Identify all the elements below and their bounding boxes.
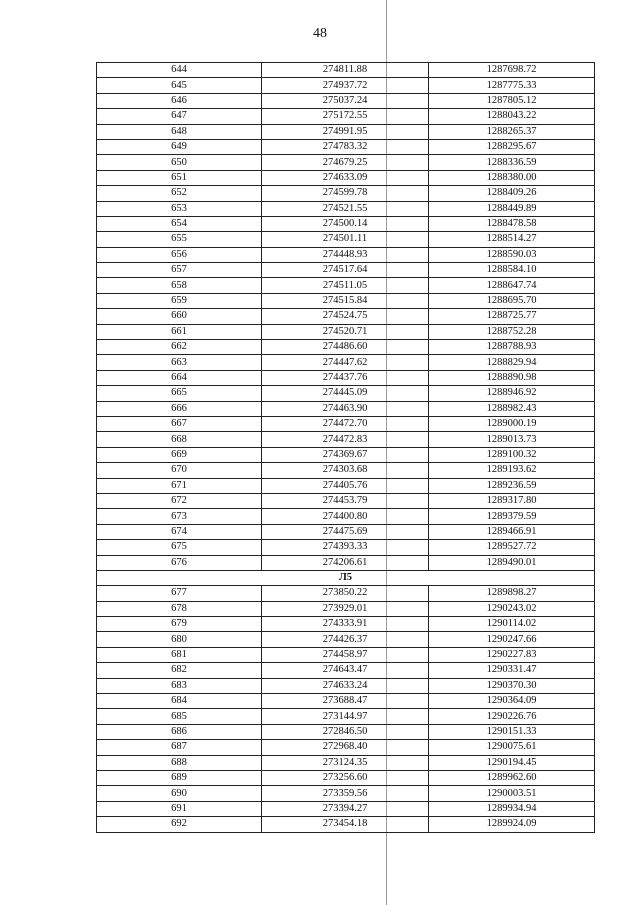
x-coordinate-cell: 275037.24 — [262, 93, 429, 108]
table-row — [97, 309, 595, 324]
y-coordinate-cell: 1288982.43 — [429, 401, 595, 416]
table-row — [97, 216, 595, 231]
y-coordinate-cell: 1288788.93 — [429, 340, 595, 355]
y-coordinate-cell: 1289379.59 — [429, 509, 595, 524]
table-row — [97, 493, 595, 508]
x-coordinate-cell: 274524.75 — [262, 309, 429, 324]
table-row — [97, 770, 595, 785]
x-coordinate-cell: 273144.97 — [262, 709, 429, 724]
y-coordinate-cell: 1289934.94 — [429, 801, 595, 816]
x-coordinate-cell: 273359.56 — [262, 786, 429, 801]
y-coordinate-cell: 1290003.51 — [429, 786, 595, 801]
x-coordinate-cell: 274463.90 — [262, 401, 429, 416]
y-coordinate-cell: 1288449.89 — [429, 201, 595, 216]
table-row — [97, 170, 595, 185]
x-coordinate-cell: 274486.60 — [262, 340, 429, 355]
y-coordinate-cell: 1290114.02 — [429, 617, 595, 632]
table-row — [97, 63, 595, 78]
point-number-cell: 692 — [97, 817, 262, 832]
table-row — [97, 786, 595, 801]
x-coordinate-cell: 274633.09 — [262, 170, 429, 185]
point-number-cell: 690 — [97, 786, 262, 801]
y-coordinate-cell: 1288295.67 — [429, 139, 595, 154]
point-number-cell: 646 — [97, 93, 262, 108]
y-coordinate-cell: 1290226.76 — [429, 709, 595, 724]
x-coordinate-cell: 274472.83 — [262, 432, 429, 447]
x-coordinate-cell: 274679.25 — [262, 155, 429, 170]
y-coordinate-cell: 1289000.19 — [429, 416, 595, 431]
y-coordinate-cell: 1287698.72 — [429, 63, 595, 78]
coordinates-table-body — [97, 63, 595, 833]
y-coordinate-cell: 1289924.09 — [429, 817, 595, 832]
table-row — [97, 755, 595, 770]
table-row — [97, 401, 595, 416]
x-coordinate-cell: 273394.27 — [262, 801, 429, 816]
x-coordinate-cell: 274937.72 — [262, 78, 429, 93]
x-coordinate-cell: 273929.01 — [262, 601, 429, 616]
point-number-cell: 688 — [97, 755, 262, 770]
x-coordinate-cell: 275172.55 — [262, 109, 429, 124]
point-number-cell: 675 — [97, 540, 262, 555]
y-coordinate-cell: 1290194.45 — [429, 755, 595, 770]
point-number-cell: 644 — [97, 63, 262, 78]
table-row — [97, 540, 595, 555]
y-coordinate-cell: 1288584.10 — [429, 263, 595, 278]
table-row — [97, 263, 595, 278]
x-coordinate-cell: 272846.50 — [262, 724, 429, 739]
point-number-cell: 683 — [97, 678, 262, 693]
x-coordinate-cell: 273454.18 — [262, 817, 429, 832]
x-coordinate-cell: 274633.24 — [262, 678, 429, 693]
point-number-cell: 671 — [97, 478, 262, 493]
point-number-cell: 653 — [97, 201, 262, 216]
table-row — [97, 278, 595, 293]
table-row — [97, 124, 595, 139]
point-number-cell: 661 — [97, 324, 262, 339]
coordinates-table — [96, 62, 595, 833]
y-coordinate-cell: 1289962.60 — [429, 770, 595, 785]
x-coordinate-cell: 274472.70 — [262, 416, 429, 431]
x-coordinate-cell: 274520.71 — [262, 324, 429, 339]
point-number-cell: 664 — [97, 370, 262, 385]
table-row — [97, 93, 595, 108]
point-number-cell: 674 — [97, 524, 262, 539]
y-coordinate-cell: 1288725.77 — [429, 309, 595, 324]
y-coordinate-cell: 1289527.72 — [429, 540, 595, 555]
x-coordinate-cell: 274458.97 — [262, 647, 429, 662]
x-coordinate-cell: 274303.68 — [262, 463, 429, 478]
point-number-cell: 654 — [97, 216, 262, 231]
table-row — [97, 155, 595, 170]
x-coordinate-cell: 274369.67 — [262, 447, 429, 462]
table-row — [97, 555, 595, 570]
y-coordinate-cell: 1290243.02 — [429, 601, 595, 616]
table-row — [97, 647, 595, 662]
x-coordinate-cell: 274783.32 — [262, 139, 429, 154]
y-coordinate-cell: 1288890.98 — [429, 370, 595, 385]
table-row — [97, 432, 595, 447]
x-coordinate-cell: 274475.69 — [262, 524, 429, 539]
point-number-cell: 650 — [97, 155, 262, 170]
table-row — [97, 293, 595, 308]
point-number-cell: 648 — [97, 124, 262, 139]
x-coordinate-cell: 272968.40 — [262, 740, 429, 755]
table-row — [97, 247, 595, 262]
point-number-cell: 649 — [97, 139, 262, 154]
point-number-cell: 670 — [97, 463, 262, 478]
table-row — [97, 509, 595, 524]
x-coordinate-cell: 274445.09 — [262, 386, 429, 401]
y-coordinate-cell: 1289898.27 — [429, 586, 595, 601]
table-row — [97, 340, 595, 355]
point-number-cell: 679 — [97, 617, 262, 632]
table-row — [97, 416, 595, 431]
point-number-cell: 666 — [97, 401, 262, 416]
y-coordinate-cell: 1290364.09 — [429, 694, 595, 709]
x-coordinate-cell: 274517.64 — [262, 263, 429, 278]
table-row — [97, 109, 595, 124]
table-row — [97, 801, 595, 816]
point-number-cell: 676 — [97, 555, 262, 570]
x-coordinate-cell: 274447.62 — [262, 355, 429, 370]
point-number-cell: 651 — [97, 170, 262, 185]
x-coordinate-cell: 273688.47 — [262, 694, 429, 709]
table-row — [97, 724, 595, 739]
point-number-cell: 680 — [97, 632, 262, 647]
y-coordinate-cell: 1290075.61 — [429, 740, 595, 755]
x-coordinate-cell: 274500.14 — [262, 216, 429, 231]
x-coordinate-cell: 274453.79 — [262, 493, 429, 508]
y-coordinate-cell: 1289100.32 — [429, 447, 595, 462]
point-number-cell: 682 — [97, 663, 262, 678]
y-coordinate-cell: 1288647.74 — [429, 278, 595, 293]
point-number-cell: 687 — [97, 740, 262, 755]
point-number-cell: 665 — [97, 386, 262, 401]
table-row — [97, 186, 595, 201]
table-row — [97, 678, 595, 693]
section-label: Л5 — [97, 570, 595, 585]
y-coordinate-cell: 1290227.83 — [429, 647, 595, 662]
table-row — [97, 232, 595, 247]
point-number-cell: 656 — [97, 247, 262, 262]
point-number-cell: 663 — [97, 355, 262, 370]
point-number-cell: 667 — [97, 416, 262, 431]
table-row — [97, 78, 595, 93]
x-coordinate-cell: 274643.47 — [262, 663, 429, 678]
table-row — [97, 632, 595, 647]
point-number-cell: 647 — [97, 109, 262, 124]
y-coordinate-cell: 1290370.30 — [429, 678, 595, 693]
table-row — [97, 447, 595, 462]
y-coordinate-cell: 1288409.26 — [429, 186, 595, 201]
table-row — [97, 617, 595, 632]
y-coordinate-cell: 1288336.59 — [429, 155, 595, 170]
x-coordinate-cell: 274206.61 — [262, 555, 429, 570]
point-number-cell: 678 — [97, 601, 262, 616]
y-coordinate-cell: 1288043.22 — [429, 109, 595, 124]
table-row — [97, 586, 595, 601]
point-number-cell: 645 — [97, 78, 262, 93]
point-number-cell: 672 — [97, 493, 262, 508]
table-row — [97, 709, 595, 724]
point-number-cell: 689 — [97, 770, 262, 785]
y-coordinate-cell: 1290151.33 — [429, 724, 595, 739]
table-row — [97, 663, 595, 678]
x-coordinate-cell: 274333.91 — [262, 617, 429, 632]
x-coordinate-cell: 274405.76 — [262, 478, 429, 493]
point-number-cell: 652 — [97, 186, 262, 201]
y-coordinate-cell: 1287775.33 — [429, 78, 595, 93]
table-row — [97, 201, 595, 216]
y-coordinate-cell: 1288265.37 — [429, 124, 595, 139]
point-number-cell: 662 — [97, 340, 262, 355]
y-coordinate-cell: 1289013.73 — [429, 432, 595, 447]
point-number-cell: 685 — [97, 709, 262, 724]
x-coordinate-cell: 273850.22 — [262, 586, 429, 601]
x-coordinate-cell: 274501.11 — [262, 232, 429, 247]
y-coordinate-cell: 1290331.47 — [429, 663, 595, 678]
table-row — [97, 463, 595, 478]
y-coordinate-cell: 1287805.12 — [429, 93, 595, 108]
table-row — [97, 355, 595, 370]
table-row — [97, 370, 595, 385]
y-coordinate-cell: 1288478.58 — [429, 216, 595, 231]
y-coordinate-cell: 1288590.03 — [429, 247, 595, 262]
y-coordinate-cell: 1288514.27 — [429, 232, 595, 247]
y-coordinate-cell: 1288829.94 — [429, 355, 595, 370]
x-coordinate-cell: 274511.05 — [262, 278, 429, 293]
point-number-cell: 684 — [97, 694, 262, 709]
point-number-cell: 660 — [97, 309, 262, 324]
point-number-cell: 681 — [97, 647, 262, 662]
point-number-cell: 658 — [97, 278, 262, 293]
y-coordinate-cell: 1288695.70 — [429, 293, 595, 308]
y-coordinate-cell: 1290247.66 — [429, 632, 595, 647]
page-number: 48 — [313, 26, 327, 41]
table-row — [97, 817, 595, 832]
x-coordinate-cell: 274393.33 — [262, 540, 429, 555]
point-number-cell: 669 — [97, 447, 262, 462]
y-coordinate-cell: 1289236.59 — [429, 478, 595, 493]
y-coordinate-cell: 1288752.28 — [429, 324, 595, 339]
point-number-cell: 673 — [97, 509, 262, 524]
point-number-cell: 659 — [97, 293, 262, 308]
x-coordinate-cell: 274437.76 — [262, 370, 429, 385]
x-coordinate-cell: 274426.37 — [262, 632, 429, 647]
section-row — [97, 570, 595, 585]
x-coordinate-cell: 274515.84 — [262, 293, 429, 308]
y-coordinate-cell: 1289466.91 — [429, 524, 595, 539]
x-coordinate-cell: 274991.95 — [262, 124, 429, 139]
table-row — [97, 324, 595, 339]
x-coordinate-cell: 274811.88 — [262, 63, 429, 78]
y-coordinate-cell: 1288946.92 — [429, 386, 595, 401]
x-coordinate-cell: 274400.80 — [262, 509, 429, 524]
table-row — [97, 694, 595, 709]
table-row — [97, 386, 595, 401]
point-number-cell: 677 — [97, 586, 262, 601]
x-coordinate-cell: 273124.35 — [262, 755, 429, 770]
x-coordinate-cell: 274599.78 — [262, 186, 429, 201]
point-number-cell: 657 — [97, 263, 262, 278]
table-row — [97, 601, 595, 616]
y-coordinate-cell: 1289317.80 — [429, 493, 595, 508]
table-row — [97, 740, 595, 755]
x-coordinate-cell: 274521.55 — [262, 201, 429, 216]
table-row — [97, 524, 595, 539]
point-number-cell: 655 — [97, 232, 262, 247]
x-coordinate-cell: 273256.60 — [262, 770, 429, 785]
point-number-cell: 686 — [97, 724, 262, 739]
y-coordinate-cell: 1288380.00 — [429, 170, 595, 185]
table-row — [97, 139, 595, 154]
y-coordinate-cell: 1289193.62 — [429, 463, 595, 478]
point-number-cell: 668 — [97, 432, 262, 447]
point-number-cell: 691 — [97, 801, 262, 816]
x-coordinate-cell: 274448.93 — [262, 247, 429, 262]
y-coordinate-cell: 1289490.01 — [429, 555, 595, 570]
table-row — [97, 478, 595, 493]
